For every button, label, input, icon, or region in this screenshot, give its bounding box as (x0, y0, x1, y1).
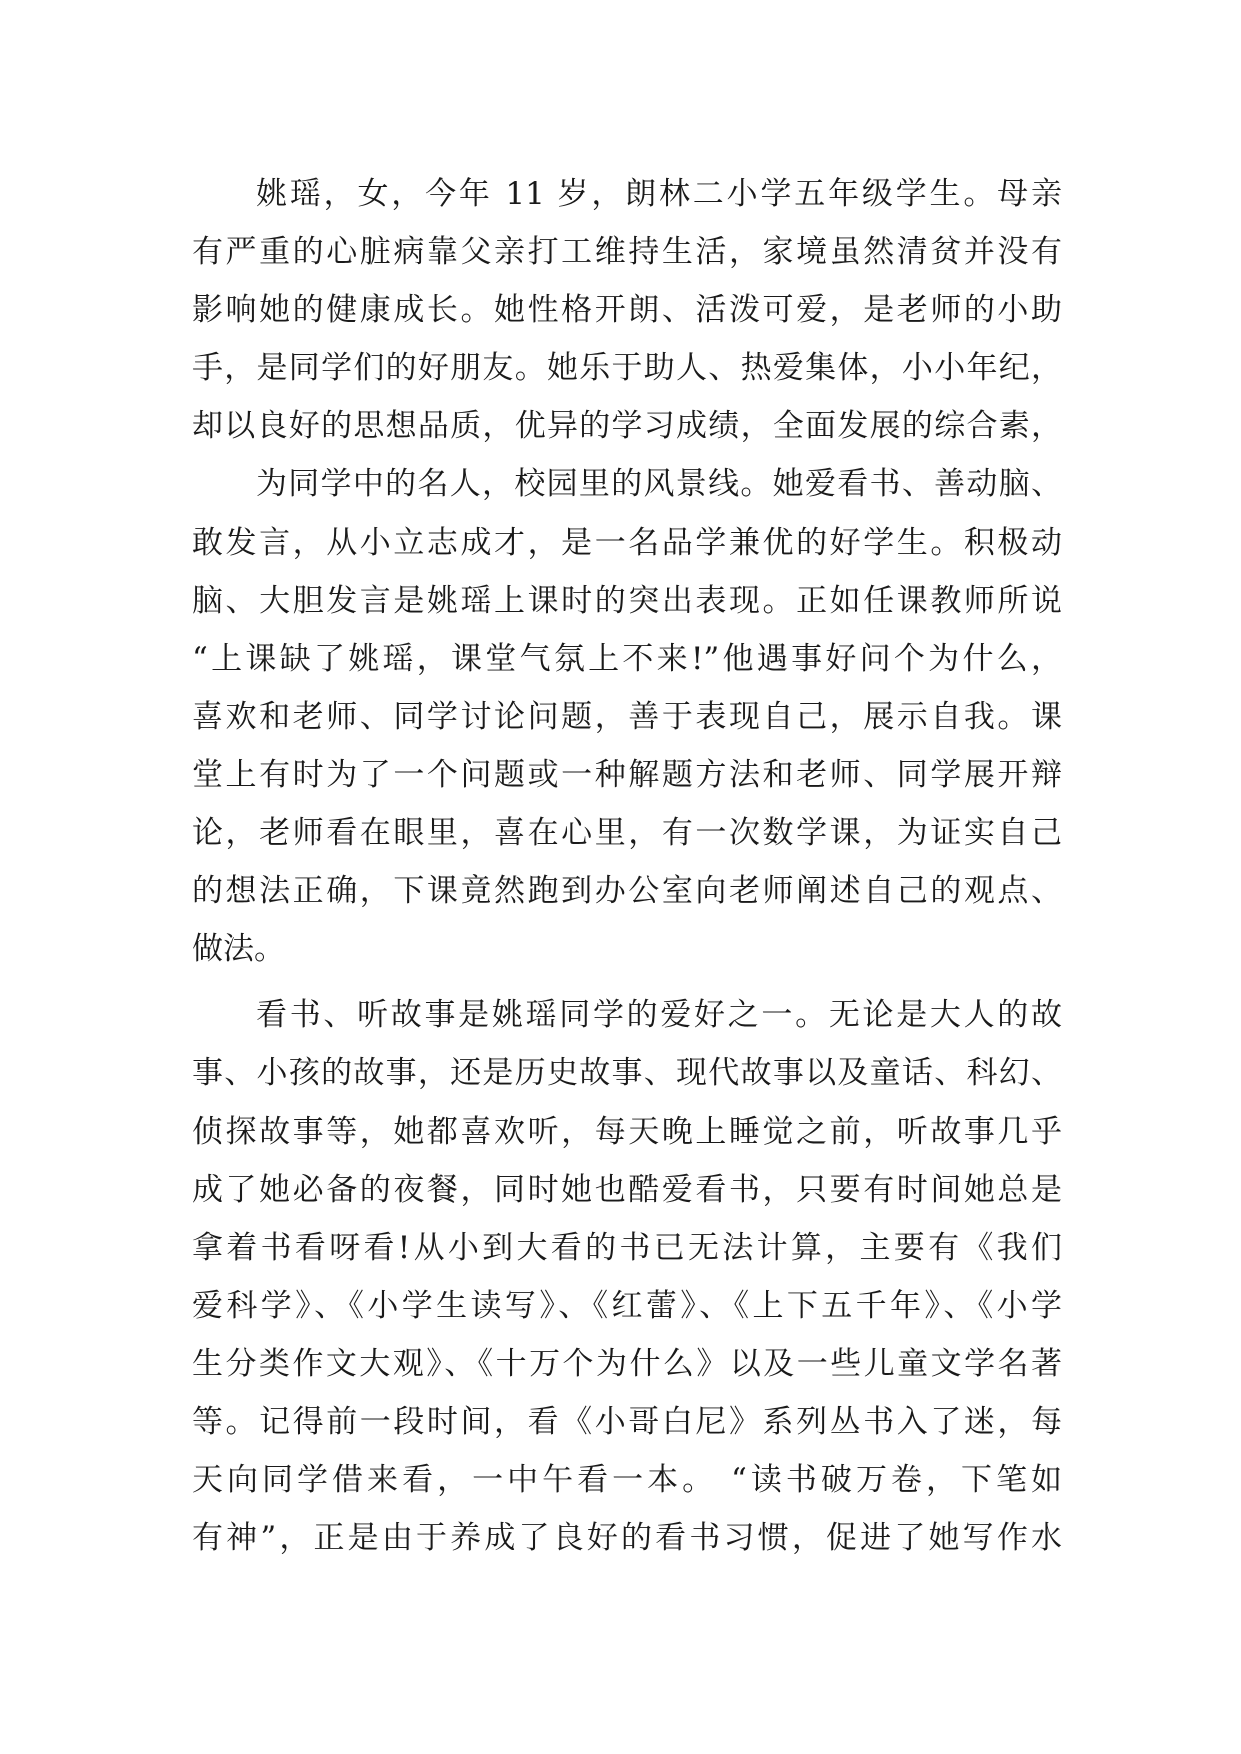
paragraph-gap (192, 978, 1062, 986)
paragraph-2-line-3: 脑、大胆发言是姚瑶上课时的突出表现。正如任课教师所说 (192, 582, 1062, 619)
paragraph-2-line-6: 堂上有时为了一个问题或一种解题方法和老师、同学展开辩 (192, 756, 1062, 793)
paragraph-2-line-1: 为同学中的名人，校园里的风景线。她爱看书、善动脑、 (256, 466, 1062, 503)
paragraph-3-line-6: 爱科学》、《小学生读写》、《红蕾》、《上下五千年》、《小学 (192, 1287, 1062, 1324)
paragraph-1-line-5: 却以良好的思想品质，优异的学习成绩，全面发展的综合素， (192, 408, 1062, 445)
paragraph-1-line-2: 有严重的心脏病靠父亲打工维持生活，家境虽然清贫并没有 (192, 234, 1062, 271)
paragraph-3-line-7: 生分类作文大观》、《十万个为什么》以及一些儿童文学名著 (192, 1345, 1062, 1382)
paragraph-3-line-9: 天向同学借来看，一中午看一本。 “读书破万卷，下笔如 (192, 1462, 1062, 1499)
document-body (192, 165, 1062, 1567)
paragraph-2-line-9: 做法。 (192, 931, 285, 968)
paragraph-2-line-5: 喜欢和老师、同学讨论问题，善于表现自己，展示自我。课 (192, 698, 1062, 735)
paragraph-3-line-4: 成了她必备的夜餐，同时她也酷爱看书，只要有时间她总是 (192, 1171, 1062, 1208)
paragraph-3-line-5: 拿着书看呀看!从小到大看的书已无法计算，主要有《我们 (192, 1229, 1062, 1266)
paragraph-3-line-10: 有神”，正是由于养成了良好的看书习惯，促进了她写作水 (192, 1520, 1062, 1557)
paragraph-3-line-1: 看书、听故事是姚瑶同学的爱好之一。无论是大人的故 (256, 997, 1062, 1034)
paragraph-1-line-3: 影响她的健康成长。她性格开朗、活泼可爱，是老师的小助 (192, 292, 1062, 329)
paragraph-2-line-7: 论，老师看在眼里，喜在心里，有一次数学课，为证实自己 (192, 815, 1062, 852)
paragraph-2-line-8: 的想法正确，下课竟然跑到办公室向老师阐述自己的观点、 (192, 873, 1062, 910)
paragraph-3-line-3: 侦探故事等，她都喜欢听，每天晚上睡觉之前，听故事几乎 (192, 1113, 1062, 1150)
paragraph-2-line-4: “上课缺了姚瑶，课堂气氛上不来!”他遇事好问个为什么， (192, 640, 1062, 677)
paragraph-1-line-4: 手，是同学们的好朋友。她乐于助人、热爱集体，小小年纪， (192, 350, 1062, 387)
paragraph-3-line-2: 事、小孩的故事，还是历史故事、现代故事以及童话、科幻、 (192, 1055, 1062, 1092)
paragraph-2-line-2: 敢发言，从小立志成才，是一名品学兼优的好学生。积极动 (192, 524, 1062, 561)
paragraph-1-line-1: 姚瑶，女，今年 11 岁，朗林二小学五年级学生。母亲 (256, 176, 1062, 212)
paragraph-3-line-8: 等。记得前一段时间，看《小哥白尼》系列丛书入了迷，每 (192, 1403, 1062, 1440)
